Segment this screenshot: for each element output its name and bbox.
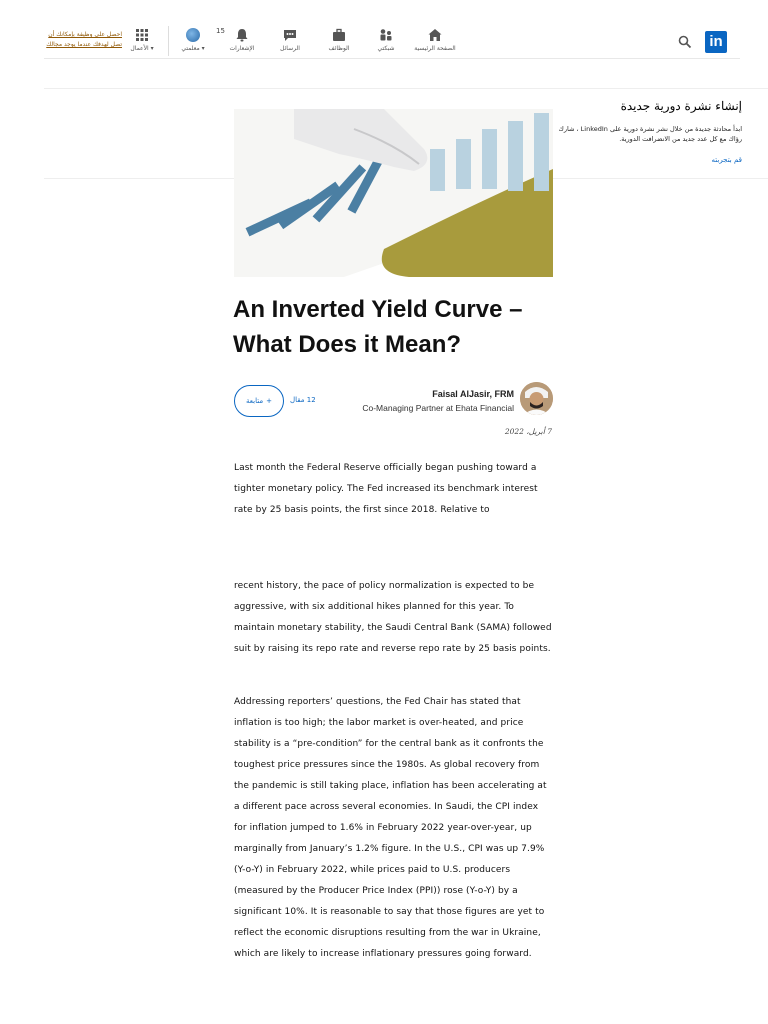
article-cover-image bbox=[234, 109, 553, 277]
search-icon[interactable] bbox=[678, 35, 692, 49]
nav-messaging-label: الرسائل bbox=[280, 45, 300, 52]
work-grid-icon bbox=[134, 28, 150, 42]
article-paragraph-3: Addressing reporters’ questions, the Fed Chair has stated that inflation is too high; the labor market is over-heated, and price stability is a “pre-condition” for the central bank as it confronts the toughest price pressures since the 1980s. As global recovery from the pandemic is still taking place, inflation has been accelerating at a different pace across several economies. In Saudi, the CPI index for inflation jumped to 1.6% in February 2022 year-over-year, up marginally from January’s 1.2% figure. In the U.S., CPI was up 7.9% (Y-o-Y) in February 2022, while prices paid to U.S. producers (measured by the Producer Price Index (PPI)) rose (Y-o-Y) by a significant 10%. It is reasonable to say that those figures are yet to reflect the economic disruptions resulting from the war in Ukraine, which are likely to increase inflationary pressures going forward. bbox=[234, 697, 547, 959]
create-newsletter-description: ابدأ محادثة جديدة من خلال نشر نشرة دورية على LinkedIn ، شارك رؤاك مع كل عدد جديد من الانضرافت الدورية. bbox=[558, 125, 742, 143]
try-newsletter-link[interactable]: قم بتجربته bbox=[711, 156, 742, 164]
jobs-icon bbox=[331, 28, 347, 42]
article-paragraph-2: recent history, the pace of policy normalization is expected to be aggressive, with six additional hikes planned for this year. To maintain monetary stability, the Saudi Central Bank (SAMA) followed suit by raising its repo rate and reverse repo rate by 25 basis points. bbox=[234, 581, 552, 654]
nav-work-label: الأعمال ▾ bbox=[130, 45, 154, 52]
premium-upsell-link[interactable]: احصل على وظيفة بإمكانك أن تصل لهدفك عندما يوجد مجالك bbox=[46, 31, 122, 48]
notification-count-badge: 15 bbox=[216, 27, 225, 35]
publish-date: 7 أبريل، 2022 bbox=[504, 427, 552, 436]
author-articles-count[interactable]: 12 مقال bbox=[290, 396, 316, 404]
create-newsletter-title: إنشاء نشرة دورية جديدة bbox=[620, 99, 742, 113]
nav-bottom-border bbox=[44, 58, 740, 59]
notifications-icon bbox=[234, 28, 250, 42]
article-paragraph-1: Last month the Federal Reserve officially began pushing toward a tighter monetary policy. The Fed increased its benchmark interest rate by 25 basis points, the first since 2018. Relative to bbox=[234, 463, 538, 515]
author-name[interactable]: Faisal AlJasir, FRM bbox=[432, 389, 514, 399]
nav-me[interactable] bbox=[165, 28, 221, 52]
nav-work[interactable] bbox=[114, 28, 170, 52]
my-network-icon bbox=[378, 28, 394, 42]
plus-icon: + bbox=[266, 397, 272, 405]
author-avatar[interactable] bbox=[520, 382, 553, 415]
nav-jobs-label: الوظائف bbox=[328, 45, 350, 52]
global-nav bbox=[0, 0, 768, 60]
follow-button-label: متابعة bbox=[246, 397, 264, 405]
home-icon bbox=[427, 28, 443, 42]
messaging-icon bbox=[282, 28, 298, 42]
nav-me-label: معلمتي ▾ bbox=[181, 45, 205, 52]
nav-notifications-label: الإشعارات bbox=[229, 45, 255, 52]
follow-button[interactable] bbox=[234, 385, 284, 417]
me-avatar bbox=[186, 28, 200, 42]
nav-home[interactable] bbox=[407, 28, 463, 52]
author-headline: Co-Managing Partner at Ehata Financial bbox=[362, 403, 514, 413]
article-title: An Inverted Yield Curve – What Does it Mean? bbox=[233, 296, 523, 358]
nav-my-network-label: شبكتي bbox=[377, 45, 395, 52]
nav-messaging[interactable] bbox=[262, 28, 318, 52]
nav-my-network[interactable] bbox=[358, 28, 414, 52]
linkedin-logo[interactable]: in bbox=[705, 31, 727, 53]
strip-top-border bbox=[44, 88, 768, 89]
nav-home-label: الصفحة الرئيسية bbox=[414, 45, 456, 52]
